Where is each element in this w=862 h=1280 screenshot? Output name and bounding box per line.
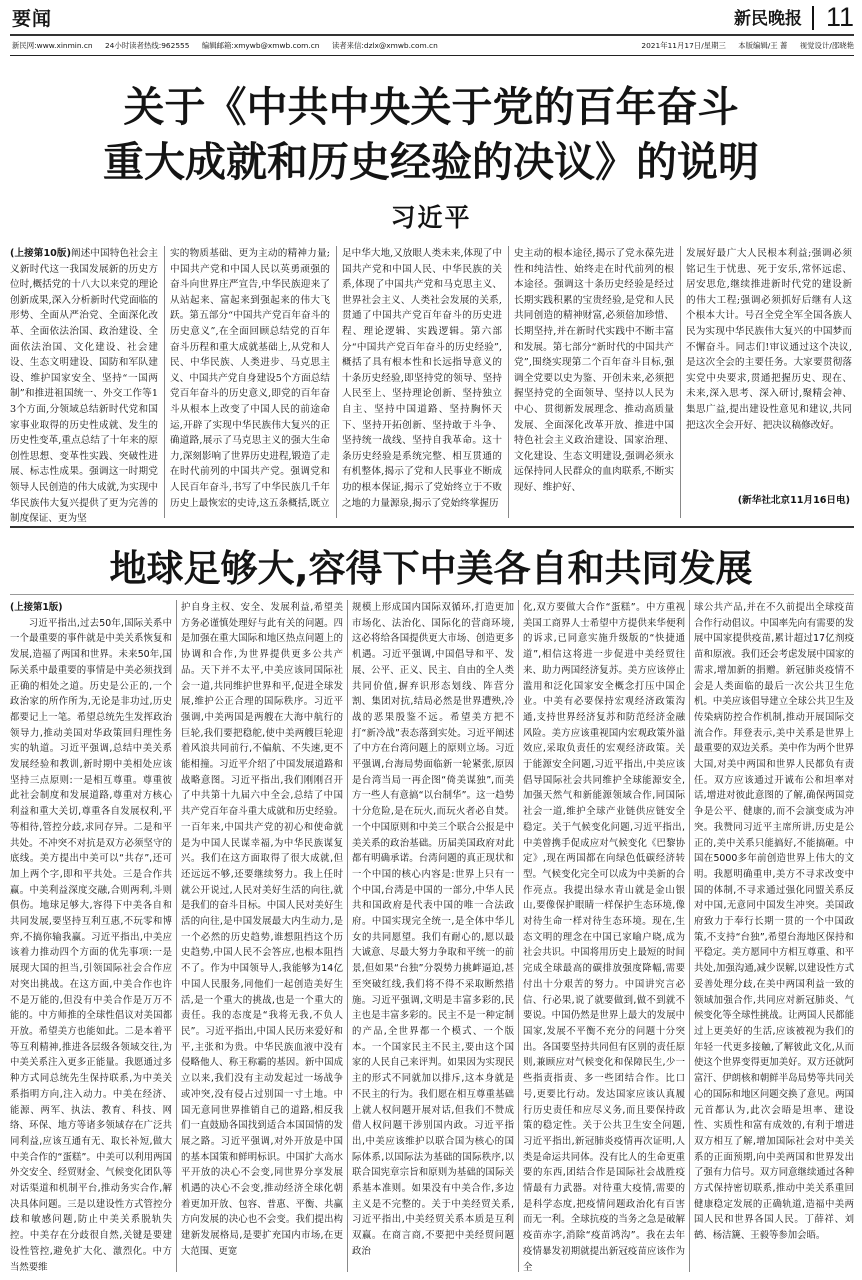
hotline-info: 24小时读者热线:962555 xyxy=(104,41,190,50)
newspaper-brand: 新民晚报 xyxy=(734,9,802,29)
info-rule xyxy=(10,55,854,56)
article1-col2-text: 实的物质基础、更为主动的精神力量;中国共产党和中国人民以英勇顽强的奋斗向世界庄严宣告,中华民族迎来了从站起来、富起来到强起来的伟大飞跃。第五部分“中国共产党百年奋斗的历史意义”,在全面回顾总结党的百年奋斗历程和重大成就基础上,从党和人民、中华民族、人类进步、马克思主义、中国共产党自身建设5个方面总结党百年奋斗的历史意义,即党的百年奋斗从根本上改变了中国人民的前途命运,开辟了实现中华民族伟大复兴的正确道路,展示了马克思主义的强大生命力,深刻影响了世界历史进程,锻造了走在时代前列的中国共产党。强调党和人民百年奋斗,书写了中华民族几千年历史上最恢宏的史诗,这五条概括,既立 xyxy=(170,248,330,509)
section-title: 要闻 xyxy=(12,8,53,30)
article1-headline-line1: 关于《中共中央关于党的百年奋斗 xyxy=(123,83,739,131)
editor-info: 本版编辑/王 蔷 xyxy=(738,41,788,50)
info-bar-left xyxy=(12,40,438,51)
column-divider xyxy=(680,246,681,518)
reader-email-info: 读者来信:dzlx@xmwb.com.cn xyxy=(331,41,438,50)
article2-col3-text: 规模上形成国内国际双循环,打造更加市场化、法治化、国际化的营商环境,这必将给各国提供更大市场、创造更多机遇。习近平强调,中国倡导和平、发展、公平、正义、民主、自由的全人类共同价值,摒弃识形态划线、阵营分割、集团对抗,结局必然是世界遭殃,冷战的恶果殷鉴不远。希望美方把不打“新冷战”表态落到实处。习近平阐述了中方在台湾问题上的原则立场。习近平强调,台海局势面临新一轮紧张,原因是台湾当局一再企图“倚美谋独”,而美方一些人有意搞“以台制华”。这一趋势十分危险,是在玩火,而玩火者必自焚。一个中国原则和中美三个联合公报是中美关系的政治基础。历届美国政府对此都有明确承诺。台湾问题的真正现状和一个中国的核心内容是:世界上只有一个中国,台湾是中国的一部分,中华人民共和国政府是代表中国的唯一合法政府。中国实现完全统一,是全体中华儿女的共同愿望。我们有耐心的,愿以最大诚意、尽最大努力争取和平统一的前景,但如果“台独”分裂势力挑衅逼迫,甚至突破红线,我们将不得不采取断然措施。习近平强调,文明是丰富多彩的,民主也是丰富多彩的。民主不是一种定制的产品,全世界都一个模式、一个版本。一个国家民主不民主,要由这个国家的人民自己来评判。如果因为实现民主的形式不同就加以排斥,这本身就是不民主的行为。我们愿在相互尊重基础上就人权问题开展对话,但我们不赞成借人权问题干涉别国内政。习近平指出,中美应该维护以联合国为核心的国际体系,以国际法为基础的国际秩序,以联合国宪章宗旨和原则为基础的国际关系基本准则。如果没有中美合作,多边主义是不完整的。关于中美经贸关系,习近平指出,中美经贸关系本质是互利双赢。在商言商,不要把中美经贸问题政治 xyxy=(352,602,514,1257)
column-divider xyxy=(508,246,509,518)
article1-col3-text: 足中华大地,又放眼人类未来,体现了中国共产党和中国人民、中华民族的关系,体现了中国共产党和马克思主义、世界社会主义、人类社会发展的关系,贯通了中国共产党百年奋斗的历史进程、理论逻辑、实践逻辑。第六部分“中国共产党百年奋斗的历史经验”,概括了具有根本性和长远指导意义的十条历史经验,即坚持党的领导、坚持人民至上、坚持理论创新、坚持独立自主、坚持中国道路、坚持胸怀天下、坚持开拓创新、坚持敢于斗争、坚持统一战线、坚持自我革命。这十条历史经验是系统完整、相互贯通的有机整体,揭示了党和人民事业不断成功的根本保证,揭示了党始终立于不败之地的力量源泉,揭示了党始终掌握历 xyxy=(342,248,502,509)
article1-column-3 xyxy=(342,246,502,526)
article2-col4-text: 化,双方要做大合作“蛋糕”。中方重视美国工商界人士希望中方提供来华便利的诉求,已同意实施升级版的“快捷通道”,相信这将进一步促进中美经贸往来、助力两国经济复苏。美方应该停止滥用和泛化国家安全概念打压中国企业。中美有必要保持宏观经济政策沟通,支持世界经济复苏和防范经济金融风险。美方应该重视国内宏观政策外溢效应,采取负责任的宏观经济政策。关于能源安全问题,习近平指出,中美应该倡导国际社会共同维护全球能源安全,加强天然气和新能源领域合作,同国际社会一道,维护全球产业链供应链安全稳定。关于气候变化问题,习近平指出,中美曾携手促成应对气候变化《巴黎协定》,现在两国都在向绿色低碳经济转型。气候变化完全可以成为中美新的合作亮点。我提出绿水青山就是金山银山,要像保护眼睛一样保护生态环境,像对待生命一样对待生态环境。现在,生态文明的理念在中国已家喻户晓,成为社会共识。中国将用历史上最短的时间完成全球最高的碳排放强度降幅,需要付出十分艰苦的努力。中国讲究言必信、行必果,说了就要做到,做不到就不要说。中国仍然是世界上最大的发展中国家,发展不平衡不充分的问题十分突出。各国要坚持共同但有区别的责任原则,兼顾应对气候变化和保障民生,少一些指责指责、多一些团结合作。比口号,更要比行动。发达国家应该认真履行历史责任和应尽义务,而且要保持政策的稳定性。关于公共卫生安全问题,习近平指出,新冠肺炎疫情再次证明,人类是命运共同体。没有比人的生命更重要的东西,团结合作是国际社会战胜疫情最有力武器。对待重大疫情,需要的是科学态度,把疫情问题政治化有百害而无一利。全球抗疫的当务之急是破解疫苗赤字,消除“疫苗鸿沟”。我在去年疫情暴发初期就提出新冠疫苗应该作为全 xyxy=(523,602,685,1273)
article1-kicker: (上接第10版) xyxy=(10,248,71,259)
article2-column-4 xyxy=(523,600,685,1276)
info-bar-right xyxy=(641,40,854,51)
article2-col2-text: 护自身主权、安全、发展利益,希望美方务必谨慎处理好与此有关的问题。四是加强在重大国际和地区热点问题上的协调和合作,为世界提供更多公共产品。天下并不太平,中美应该同国际社会一道,共同维护世界和平,促进全球发展,维护公正合理的国际秩序。习近平强调,中美两国是两艘在大海中航行的巨轮,我们要把稳舵,使中美两艘巨轮迎着风浪共同前行,不偏航、不失速,更不能相撞。习近平介绍了中国发展道路和战略意图。习近平指出,我们刚刚召开了中共第十九届六中全会,总结了中国共产党百年奋斗重大成就和历史经验。一百年来,中国共产党的初心和使命就是为中国人民谋幸福,为中华民族谋复兴。我们在这方面取得了很大成就,但还远远不够,还要继续努力。我上任时就公开说过,人民对美好生活的向往,就是我们的奋斗目标。中国人民对美好生活的向往,是中国发展最大内生动力,是一个必然的历史趋势,谁想阻挡这个历史趋势,中国人民不会答应,也根本阻挡不了。作为中国领导人,我能够为14亿中国人民服务,同他们一起创造美好生活,是一个重大的挑战,也是一个重大的责任。我的态度是“我将无我,不负人民”。习近平指出,中国人民历来爱好和平,主张和为贵。中华民族血液中没有侵略他人、称王称霸的基因。新中国成立以来,我们没有主动发起过一场战争或冲突,没有侵占过别国一寸土地。中国无意同世界推销自己的道路,相反我们一直鼓励各国找到适合本国国情的发展之路。习近平强调,对外开放是中国的基本国策和鲜明标识。中国扩大高水平开放的决心不会变,同世界分享发展机遇的决心不会变,推动经济全球化朝着更加开放、包容、普惠、平衡、共赢方向发展的决心也不会变。我们提出构建新发展格局,是要扩充国内市场,在更大范围、更宽 xyxy=(181,602,343,1257)
article1-col5-text: 发展好最广大人民根本利益;强调必须铭记生于忧患、死于安乐,常怀远虑、居安思危,继续推进新时代党的建设新的伟大工程;强调必须抓好后继有人这个根本大计。号召全党全军全国各族人民为实现中华民族伟大复兴的中国梦而不懈奋斗。同志们!审议通过这个决议,是这次全会的主要任务。大家要贯彻落实党中央要求,贯通把握历史、现在、未来,深入思考、深入研讨,聚精会神、集思广益,提出建设性意见和建议,共同把这次全会开好、把决议稿修改好。 xyxy=(686,248,852,431)
column-divider xyxy=(518,600,519,1272)
editor-email-info: 编辑邮箱:xmywb@xmwb.com.cn xyxy=(201,41,320,50)
article2-headline: 地球足够大,容得下中美各自和共同发展 xyxy=(109,547,753,590)
column-divider xyxy=(689,600,690,1272)
article1-column-1 xyxy=(10,246,158,526)
date-info: 2021年11月17日/星期三 xyxy=(641,41,726,50)
article2-kicker: (上接第1版) xyxy=(10,602,63,613)
page-number-divider xyxy=(812,6,814,30)
column-divider xyxy=(347,600,348,1272)
article1-headline-line2: 重大成就和历史经验的决议》的说明 xyxy=(103,138,759,186)
article1-column-5 xyxy=(686,246,852,508)
column-divider xyxy=(176,600,177,1272)
article2-column-1 xyxy=(10,600,172,1276)
column-divider xyxy=(336,246,337,518)
article2-rule xyxy=(10,594,854,595)
designer-info: 视觉设计/邵晓艳 xyxy=(799,41,854,50)
article2-col1-text: 习近平指出,过去50年,国际关系中一个最重要的事件就是中美关系恢复和发展,造福了两国和世界。未来50年,国际关系中最重要的事情是中美必须找到正确的相处之道。历史是公正的,一个政治家的所作所为,无论是非功过,历史都要记上一笔。希望总统先生发挥政治领导力,推动美国对华政策回归理性务实的轨道。习近平强调,总结中美关系发展经验和教训,新时期中美相处应该坚持三点原则:一是相互尊重。尊重彼此社会制度和发展道路,尊重对方核心利益和重大关切,尊重各自发展权利,平等相待,管控分歧,求同存异。二是和平共处。不冲突不对抗是双方必须坚守的底线。美方提出中美可以“共存”,还可加上两个字,即和平共处。三是合作共赢。中美利益深度交融,合则两利,斗则俱伤。地球足够大,容得下中美各自和共同发展,要坚持互利互惠,不玩零和博弈,不搞你输我赢。习近平指出,中美应该着力推动四个方面的优先事项:一是展现大国的担当,引领国际社会合作应对突出挑战。在这方面,中美合作也许不是万能的,但没有中美合作是万万不能的。中方师推的全球性倡议对美国都开放。希望美方也能如此。二是本着平等互利精神,推进各层级各领域交往,为中美关系注入更多正能量。我愿通过多种方式同总统先生保持联系,为中美关系指明方向,注入动力。中美在经济、能源、两军、执法、教育、科技、网络、环保、地方等诸多领域存在广泛共同利益,应该互通有无、取长补短,做大中美合作的“蛋糕”。中美可以利用两国外交安全、经贸财金、气候变化团队等对话渠道和机制平台,推动务实合作,解决具体问题。三是以建设性方式管控分歧和敏感问题,防止中美关系脱轨失控。中美存在分歧很自然,关键是要建设性管控,避免扩大化、激烈化。中方当然要维 xyxy=(10,617,172,1273)
article2-column-2 xyxy=(181,600,343,1276)
article2-column-3 xyxy=(352,600,514,1276)
info-bar xyxy=(12,40,854,51)
article1-source: (新华社北京11月16日电) xyxy=(737,495,850,506)
page-number: 11 xyxy=(825,2,854,32)
article1-column-2 xyxy=(170,246,330,526)
column-divider xyxy=(164,246,165,518)
article1-col1-text: 阐述中国特色社会主义新时代这一我国发展新的历史方位时,概括党的十八大以来党的理论创新成果,深入分析新时代党面临的形势、全面从严治党、全面深化改革、全面依法治国、政治建设、全面依法治国、文化建设、社会建设、生态文明建设、国防和军队建设、维护国家安全、坚持“一国两制”和推进祖国统一、外交工作等13个方面,分领域总结新时代党和国家事业取得的历史性成就、发生的历史性变革,重点总结了十年来的原创性思想、变革性实践、突破性进展、标志性成果。强调这一时期党领导人民创造的伟大成就,为实现中华民族伟大复兴提供了更为完善的制度保证、更为坚 xyxy=(10,248,158,525)
header-rule xyxy=(10,34,854,36)
article-separator xyxy=(10,526,854,528)
article2-col5-text: 球公共产品,并在不久前提出全球疫苗合作行动倡议。中国率先向有需要的发展中国家提供疫苗,累计超过17亿剂疫苗和原液。我们还会考虑发展中国家的需求,增加新的捐赠。新冠肺炎疫情不会是人类面临的最后一次公共卫生危机。中美应该倡导建立全球公共卫生及传染病防控合作机制,推动开展国际交流合作。拜登表示,美中关系是世界上最重要的双边关系。美中作为两个世界大国,对美中两国和世界人民都负有责任。双方应该通过开诚布公和坦率对话,增进对彼此意图的了解,确保两国竞争是公平、健康的,而不会演变成为冲突。我赞同习近平主席所讲,历史是公正的,美中关系只能搞好,不能搞砸。中国在5000多年前创造世界上伟大的文明。我愿明确重申,美方不寻求改变中国的体制,不寻求通过强化同盟关系反对中国,无意同中国发生冲突。美国政府致力于奉行长期一贯的一个中国政策,不支持“台独”,希望台海地区保持和平稳定。美方愿同中方相互尊重、和平共处,加强沟通,减少误解,以建设性方式妥善处理分歧,在美中两国利益一致的领域加强合作,共同应对新冠肺炎、气候变化等全球性挑战。让两国人民都能过上更美好的生活,应该被视为我们的年轻一代更多接触,了解彼此文化,从而使这个世界变得更加美好。双方还就阿富汗、伊朗核和朝鲜半岛局势等共同关心的国际和地区问题交换了意见。两国元首都认为,此次会晤是坦率、建设性、实质性和富有成效的,有利于增进双方相互了解,增加国际社会对中美关系的正面预期,向中美两国和世界发出了强有力信号。双方同意继续通过各种方式保持密切联系,推动中美关系重回健康稳定发展的正确轨道,造福中美两国人民和世界各国人民。丁薛祥、刘鹤、杨洁篪、王毅等参加会晤。 xyxy=(694,602,854,1242)
article1-column-4 xyxy=(514,246,674,526)
article1-col4-text: 史主动的根本途径,揭示了党永葆先进性和纯洁性、始终走在时代前列的根本途径。强调这十条历史经验是经过长期实践积累的宝贵经验,是党和人民共同创造的精神财富,必须倍加珍惜、长期坚持,并在新时代实践中不断丰富和发展。第七部分“新时代的中国共产党”,围绕实现第二个百年奋斗目标,强调全党要以史为鉴、开创未来,必须把握坚持党的全面领导、坚持以人民为中心、贯彻新发展理念、推动高质量发展、全面深化改革开放、推进中国特色社会主义政治建设、国家治理、文化建设、生态文明建设,强调必须永远保持同人民群众的血肉联系,不断实现好、维护好、 xyxy=(514,248,674,493)
article2-column-5 xyxy=(694,600,854,1276)
article1-author: 习近平 xyxy=(390,203,472,232)
website-info: 新民网:www.xinmin.cn xyxy=(12,41,93,50)
